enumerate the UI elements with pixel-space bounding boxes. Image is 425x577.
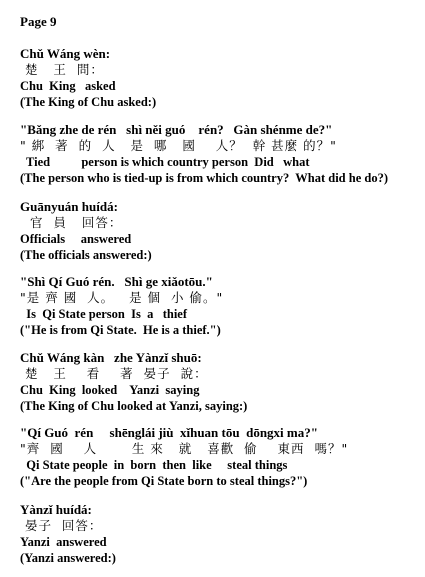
pinyin-line: Chǔ Wáng wèn: <box>20 46 111 61</box>
translation-line: (The officials answered:) <box>20 248 152 262</box>
gloss-line: Is Qi State person Is a thief <box>20 307 188 321</box>
chinese-line: 楚 王 問： <box>20 62 104 77</box>
chinese-line: "是 齊 國 人。 是 個 小 偷。" <box>20 290 224 305</box>
gloss-line: Tied person is which country person Did what <box>20 155 310 169</box>
chinese-line: 楚 王 看 著 晏子 說： <box>20 366 208 381</box>
chinese-line: "齊 國 人 生 來 就 喜歡 偷 東西 嗎？" <box>20 441 349 456</box>
gloss-line: Chu King asked <box>20 79 116 93</box>
pinyin-line: "Qí Guó rén shēnglái jiù xǐhuan tōu dōngxi ma?" <box>20 425 318 440</box>
dialogue-block-2 <box>20 122 420 186</box>
pinyin-line: Guānyuán huídá: <box>20 199 118 214</box>
translation-line: (The King of Chu asked:) <box>20 95 157 109</box>
dialogue-block-5 <box>20 350 420 414</box>
pinyin-line: "Shì Qí Guó rén. Shì ge xiǎotōu." <box>20 274 213 289</box>
dialogue-block-1 <box>20 46 420 110</box>
dialogue-block-7 <box>20 502 420 566</box>
dialogue-block-6 <box>20 425 420 489</box>
translation-line: ("Are the people from Qi State born to steal things?") <box>20 474 308 488</box>
gloss-line: Yanzi answered <box>20 535 107 549</box>
translation-line: (The person who is tied-up is from which country? What did he do?) <box>20 171 388 185</box>
pinyin-line: Yànzǐ huídá: <box>20 502 92 517</box>
gloss-line: Chu King looked Yanzi saying <box>20 383 200 397</box>
pinyin-line: Chǔ Wáng kàn zhe Yànzǐ shuō: <box>20 350 202 365</box>
chinese-line: 晏子 回答： <box>20 518 103 533</box>
page-label: Page 9 <box>20 14 57 29</box>
dialogue-block-3 <box>20 199 420 263</box>
pinyin-line: "Bǎng zhe de rén shì něi guó rén? Gàn shénme de?" <box>20 122 333 137</box>
translation-line: ("He is from Qi State. He is a thief.") <box>20 323 221 337</box>
chinese-line: " 綁 著 的 人 是 哪 國 人？ 幹 甚麼 的？" <box>20 138 337 153</box>
translation-line: (Yanzi answered:) <box>20 551 116 565</box>
gloss-line: Qi State people in born then like steal things <box>20 458 288 472</box>
gloss-line: Officials answered <box>20 232 132 246</box>
chinese-line: 官 員 回答： <box>20 215 123 230</box>
translation-line: (The King of Chu looked at Yanzi, saying:) <box>20 399 248 413</box>
dialogue-block-4 <box>20 274 420 338</box>
